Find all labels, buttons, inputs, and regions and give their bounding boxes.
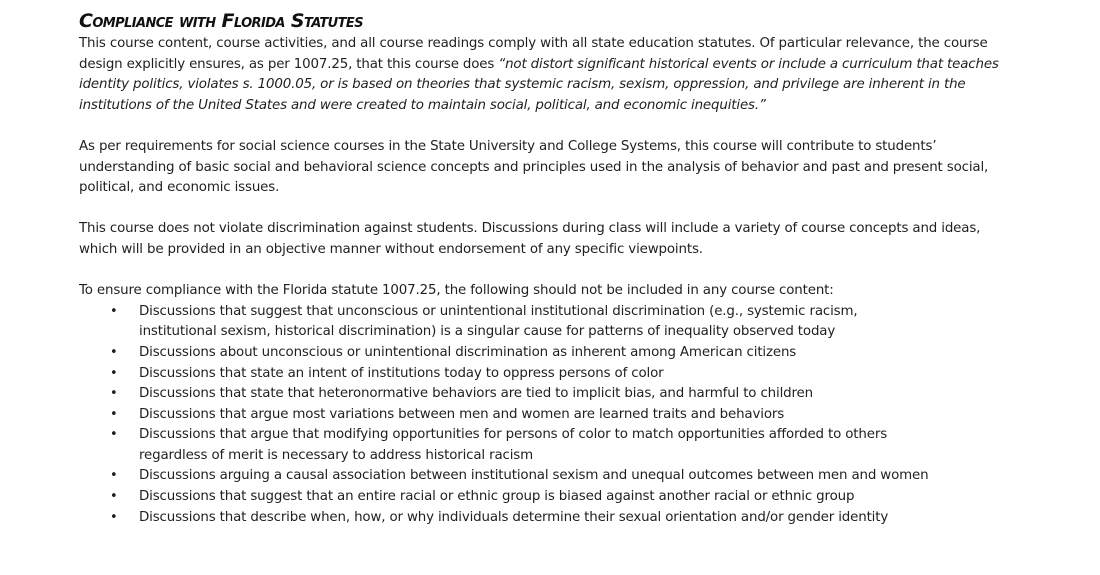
list-item — [79, 384, 939, 405]
list-intro: To ensure compliance with the Florida statute 1007.25, the following should not be included in any course content: — [79, 283, 834, 299]
bullet-icon: • — [110, 489, 118, 505]
list-item-text: Discussions that suggest that unconscious or unintentional institutional discrimination (e.g., systemic racism, institutional sexism, historical discrimination) is a singular cause for patterns of inequality observed today — [139, 303, 858, 340]
paragraph-text: This course content, course activities, and all course readings comply with all state education statutes. Of particular relevance, the course design explicitly ensures, as per 1007.25, that this course does — [79, 36, 988, 72]
bullet-icon: • — [110, 386, 118, 402]
excluded-content-list — [79, 302, 1079, 529]
list-item — [79, 343, 939, 364]
list-item-text: Discussions that suggest that an entire racial or ethnic group is biased against another racial or ethnic group — [139, 489, 855, 505]
list-item — [79, 302, 939, 343]
statute-quote: “not distort significant historical events or include a curriculum that teaches identity politics, violates s. 1000.05, or is based on theories that systemic racism, sexism, oppression, and privilege are inherent in the institutions of the United States and were created to maintain social, political, and economic inequities.” — [79, 56, 999, 113]
bullet-icon: • — [110, 365, 118, 381]
list-item-text: Discussions about unconscious or unintentional discrimination as inherent among American citizens — [139, 344, 797, 360]
bullet-icon: • — [110, 427, 118, 443]
list-item-text: Discussions that state that heteronormative behaviors are tied to implicit bias, and harmful to children — [139, 386, 813, 402]
list-item-text: Discussions that argue most variations between men and women are learned traits and behaviors — [139, 406, 785, 422]
list-item-text: Discussions arguing a causal association between institutional sexism and unequal outcomes between men and women — [139, 468, 929, 484]
section-heading: Compliance with Florida Statutes — [79, 10, 363, 32]
paragraph-statutes-compliance — [79, 34, 999, 116]
bullet-icon: • — [110, 509, 118, 525]
bullet-icon: • — [110, 468, 118, 484]
list-item — [79, 405, 939, 426]
list-item-text: Discussions that argue that modifying opportunities for persons of color to match opportunities afforded to others regardless of merit is necessary to address historical racism — [139, 427, 888, 463]
list-item — [79, 425, 939, 466]
list-item — [79, 466, 939, 487]
bullet-icon: • — [110, 303, 118, 319]
paragraph-social-science-requirements: As per requirements for social science courses in the State University and College Systems, this course will contribute to students’ understanding of basic social and behavioral science concepts and principles used in the analysis of behavior and past and present social, political, and economic issues. — [79, 138, 989, 196]
list-item — [79, 364, 939, 385]
list-item — [79, 487, 939, 508]
paragraph-non-discrimination: This course does not violate discrimination against students. Discussions during class will include a variety of course concepts and ideas, which will be provided in an objective manner without endorsement of any specific viewpoints. — [79, 221, 981, 257]
bullet-icon: • — [110, 344, 118, 360]
bullet-icon: • — [110, 406, 118, 422]
list-item-text: Discussions that describe when, how, or why individuals determine their sexual orientation and/or gender identity — [139, 509, 889, 525]
list-item-text: Discussions that state an intent of institutions today to oppress persons of color — [139, 365, 664, 381]
list-item — [79, 508, 939, 529]
document-page — [79, 8, 1079, 528]
